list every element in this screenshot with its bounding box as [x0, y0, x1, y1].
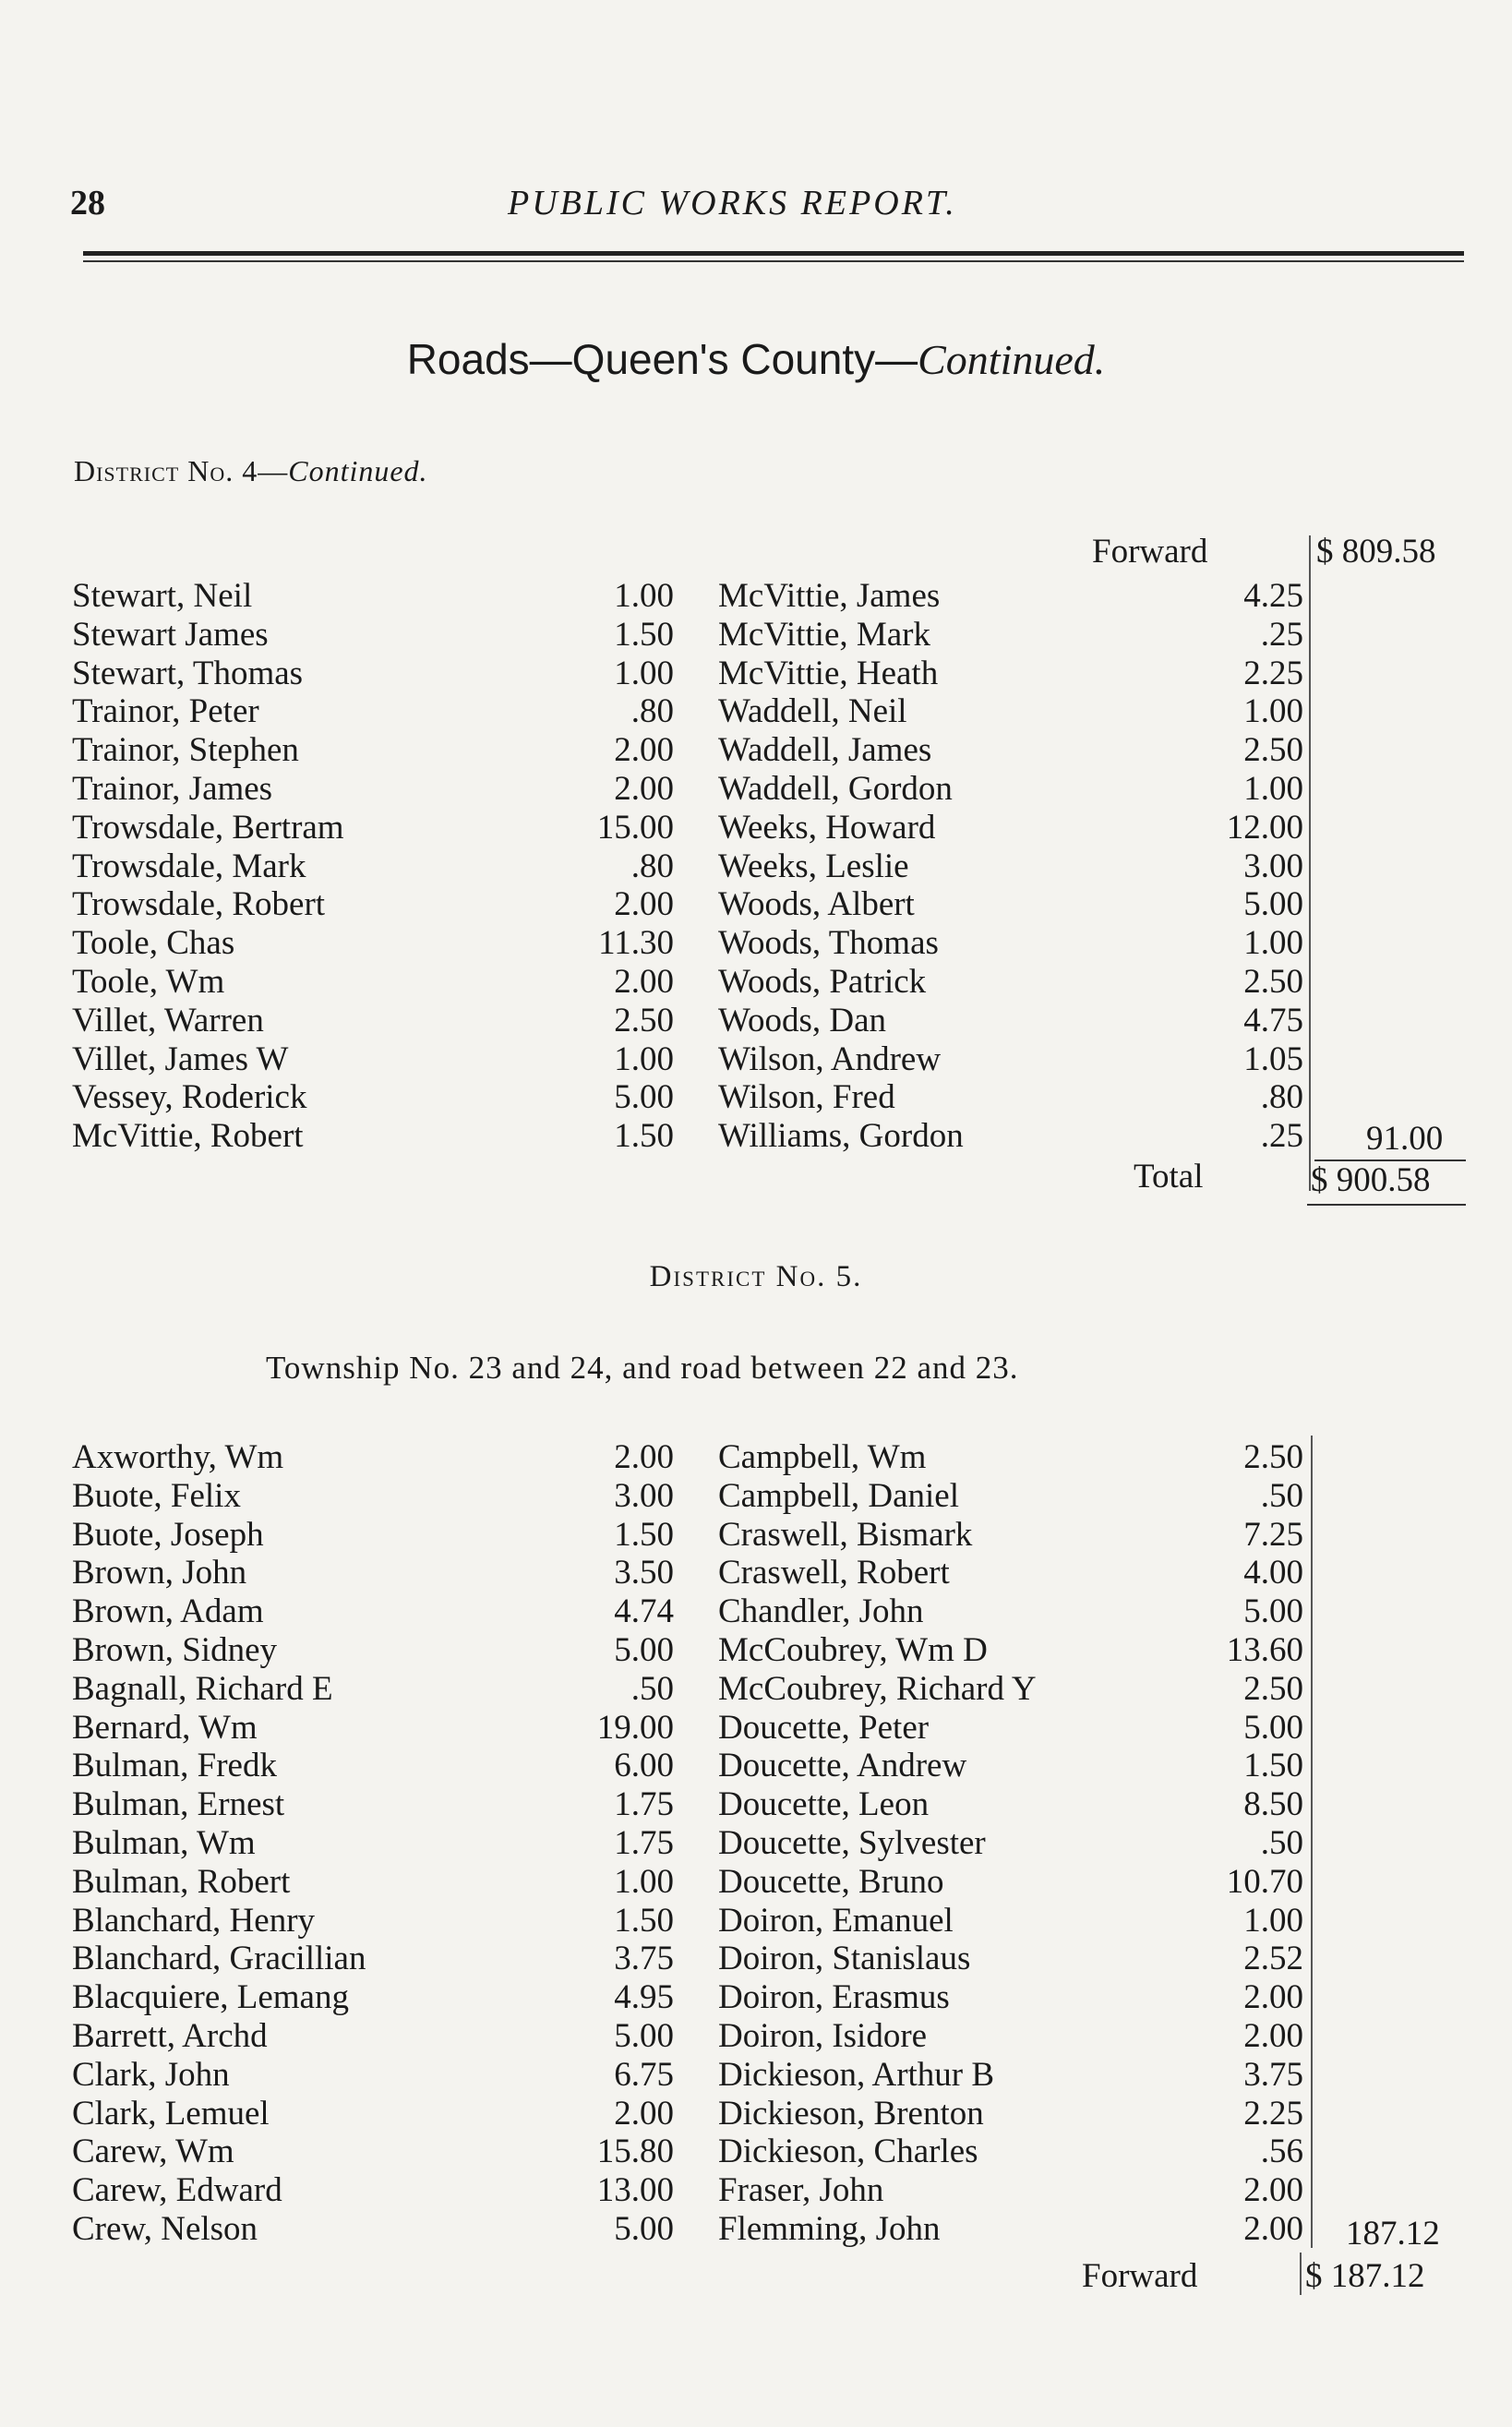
district-4-heading-continued: Continued. [288, 454, 428, 487]
right-entry-amount: 4.75 [1243, 1001, 1303, 1039]
left-entry-name: Trainor, Stephen [72, 731, 299, 770]
left-entry-amount: 15.80 [596, 2133, 674, 2171]
right-entry-amount: .80 [1260, 1078, 1303, 1117]
right-entry-amount: 5.00 [1243, 885, 1303, 924]
left-entry-name: Villet, James W [72, 1039, 289, 1078]
right-entry-amount: 2.00 [1243, 1978, 1303, 2017]
district-4-total-label: Total [1134, 1158, 1204, 1195]
right-entry-name: Dickieson, Arthur B [718, 2055, 995, 2094]
left-entry-name: Buote, Felix [72, 1476, 241, 1515]
district-4-subtotal: 91.00 [1366, 1120, 1444, 1158]
left-entry-amount: 3.00 [614, 1476, 674, 1515]
right-entry-amount: .50 [1260, 1476, 1303, 1515]
right-entry-name: Doiron, Isidore [718, 2017, 928, 2055]
left-entry-amount: 1.00 [614, 1039, 674, 1078]
right-entry-name: Doiron, Erasmus [718, 1978, 950, 2017]
right-entry-name: Flemming, John [718, 2210, 941, 2248]
right-entry-amount: 2.52 [1243, 1940, 1303, 1978]
left-entry-amount: 1.00 [614, 1862, 674, 1901]
right-entry-amount: 2.00 [1243, 2210, 1303, 2248]
right-entry-name: Doucette, Bruno [718, 1862, 944, 1901]
left-entry-name: Carew, Wm [72, 2133, 234, 2171]
right-entry-name: Dickieson, Charles [718, 2133, 978, 2171]
right-entry-amount: 8.50 [1243, 1785, 1303, 1824]
right-entry-name: Waddell, James [718, 731, 932, 770]
left-entry-name: Bulman, Fredk [72, 1747, 277, 1785]
left-entry-amount: 1.50 [614, 615, 674, 654]
right-entry-amount: 2.50 [1243, 1669, 1303, 1708]
left-entry-name: Blacquiere, Lemang [72, 1978, 349, 2017]
district-5-subtotal: 187.12 [1346, 2215, 1440, 2253]
right-entry-amount: 4.00 [1243, 1554, 1303, 1592]
right-entry-name: Fraser, John [718, 2171, 884, 2210]
right-entry-amount: 12.00 [1226, 808, 1303, 847]
left-entry-name: Bulman, Robert [72, 1862, 291, 1901]
left-entry-amount: 1.00 [614, 577, 674, 615]
right-entry-name: McVittie, James [718, 577, 941, 615]
left-entry-amount: 2.00 [614, 2094, 674, 2133]
right-entry-name: Doucette, Andrew [718, 1747, 967, 1785]
left-entry-amount: 2.00 [614, 885, 674, 924]
right-entry-name: Campbell, Wm [718, 1438, 927, 1476]
right-entry-amount: 3.75 [1243, 2055, 1303, 2094]
running-title: PUBLIC WORKS REPORT. [508, 184, 957, 222]
left-entry-name: Trainor, James [72, 770, 273, 808]
left-entry-amount: 15.00 [596, 808, 674, 847]
right-entry-amount: 5.00 [1243, 1592, 1303, 1631]
left-entry-amount: 4.74 [614, 1592, 674, 1631]
right-entry-amount: 1.00 [1243, 692, 1303, 731]
right-entry-amount: 7.25 [1243, 1515, 1303, 1554]
right-entry-name: Doucette, Leon [718, 1785, 930, 1824]
district-4-total-amount: $ 900.58 [1311, 1161, 1431, 1199]
right-entry-name: McCoubrey, Richard Y [718, 1669, 1037, 1708]
right-entry-name: Doucette, Sylvester [718, 1824, 986, 1862]
district-4-forward-label: Forward [1092, 533, 1208, 571]
district-5-township: Township No. 23 and 24, and road between 22 and 23. [266, 1350, 1019, 1386]
left-entry-amount: 5.00 [614, 1078, 674, 1117]
right-entry-amount: 2.00 [1243, 2171, 1303, 2210]
right-entry-name: Weeks, Howard [718, 808, 936, 847]
district-4-forward-amount: $ 809.58 [1316, 533, 1436, 571]
left-entry-name: Bulman, Wm [72, 1824, 256, 1862]
right-entry-amount: 1.00 [1243, 924, 1303, 963]
district-5-forward-label: Forward [1082, 2257, 1198, 2295]
right-entry-amount: 13.60 [1226, 1631, 1303, 1669]
left-entry-name: Stewart, Neil [72, 577, 253, 615]
right-entry-name: Waddell, Neil [718, 692, 907, 731]
left-entry-amount: 13.00 [596, 2171, 674, 2210]
left-entry-amount: 1.50 [614, 1515, 674, 1554]
right-entry-amount: 1.50 [1243, 1747, 1303, 1785]
right-entry-name: Woods, Dan [718, 1001, 887, 1039]
left-entry-name: Bagnall, Richard E [72, 1669, 333, 1708]
right-entry-amount: 1.05 [1243, 1039, 1303, 1078]
left-entry-name: Clark, Lemuel [72, 2094, 270, 2133]
left-entry-amount: 1.50 [614, 1117, 674, 1156]
district-5-heading-text: District No. 5. [649, 1260, 863, 1293]
left-entry-name: Blanchard, Gracillian [72, 1940, 366, 1978]
district-4-heading-text: District No. 4— [74, 454, 289, 487]
left-entry-amount: 1.50 [614, 1901, 674, 1940]
right-entry-name: Woods, Patrick [718, 963, 927, 1001]
right-entry-name: Craswell, Bismark [718, 1515, 973, 1554]
right-entry-amount: 4.25 [1243, 577, 1303, 615]
left-entry-name: Villet, Warren [72, 1001, 264, 1039]
left-entry-name: Vessey, Roderick [72, 1078, 307, 1117]
district-4-right-rule [1309, 535, 1311, 1191]
left-entry-amount: 2.00 [614, 1438, 674, 1476]
district-5-forward-amount: $ 187.12 [1305, 2257, 1425, 2295]
right-entry-name: Doucette, Peter [718, 1708, 930, 1747]
left-entry-amount: 5.00 [614, 2210, 674, 2248]
right-entry-amount: 5.00 [1243, 1708, 1303, 1747]
left-entry-name: Blanchard, Henry [72, 1901, 316, 1940]
district-4-heading [74, 454, 428, 488]
right-entry-name: McCoubrey, Wm D [718, 1631, 988, 1669]
left-entry-amount: 11.30 [598, 924, 674, 963]
right-entry-name: Doiron, Stanislaus [718, 1940, 971, 1978]
left-entry-amount: 3.50 [614, 1554, 674, 1592]
left-entry-name: Barrett, Archd [72, 2017, 268, 2055]
left-entry-amount: .50 [630, 1669, 674, 1708]
left-entry-amount: 1.75 [614, 1824, 674, 1862]
section-title [0, 334, 1512, 384]
right-entry-name: Williams, Gordon [718, 1117, 964, 1156]
header-rule-thin [83, 260, 1464, 262]
left-entry-name: Brown, John [72, 1554, 247, 1592]
left-entry-name: Stewart James [72, 615, 269, 654]
left-entry-name: Bernard, Wm [72, 1708, 258, 1747]
left-entry-amount: 1.00 [614, 654, 674, 692]
left-entry-name: Stewart, Thomas [72, 654, 304, 692]
left-entry-name: Trowsdale, Robert [72, 885, 326, 924]
left-entry-name: Trowsdale, Mark [72, 847, 306, 885]
district-5-forward-rule [1300, 2253, 1302, 2295]
left-entry-name: Trainor, Peter [72, 692, 259, 731]
left-entry-name: Brown, Adam [72, 1592, 264, 1631]
left-entry-amount: 2.00 [614, 731, 674, 770]
right-entry-name: McVittie, Heath [718, 654, 939, 692]
left-entry-amount: .80 [630, 692, 674, 731]
right-entry-amount: .56 [1260, 2133, 1303, 2171]
right-entry-name: Wilson, Fred [718, 1078, 895, 1117]
district-5-heading [0, 1260, 1512, 1294]
right-entry-name: Woods, Albert [718, 885, 915, 924]
left-entry-name: Clark, John [72, 2055, 230, 2094]
left-entry-amount: 19.00 [596, 1708, 674, 1747]
left-entry-name: Carew, Edward [72, 2171, 282, 2210]
right-entry-amount: 2.50 [1243, 1438, 1303, 1476]
right-entry-name: Weeks, Leslie [718, 847, 909, 885]
section-title-text: Roads—Queen's County— [406, 335, 918, 383]
left-entry-amount: 1.75 [614, 1785, 674, 1824]
right-entry-amount: 2.00 [1243, 2017, 1303, 2055]
left-entry-amount: 6.00 [614, 1747, 674, 1785]
left-entry-name: Bulman, Ernest [72, 1785, 285, 1824]
right-entry-amount: 2.25 [1243, 2094, 1303, 2133]
left-entry-amount: 3.75 [614, 1940, 674, 1978]
left-entry-amount: 2.50 [614, 1001, 674, 1039]
page-number: 28 [70, 184, 105, 222]
right-entry-amount: .25 [1260, 1117, 1303, 1156]
left-entry-amount: .80 [630, 847, 674, 885]
right-entry-amount: .25 [1260, 615, 1303, 654]
left-entry-name: Trowsdale, Bertram [72, 808, 344, 847]
left-entry-amount: 4.95 [614, 1978, 674, 2017]
right-entry-amount: 2.25 [1243, 654, 1303, 692]
right-entry-name: Woods, Thomas [718, 924, 939, 963]
left-entry-amount: 5.00 [614, 1631, 674, 1669]
header-rule-thick [83, 251, 1464, 256]
right-entry-amount: .50 [1260, 1824, 1303, 1862]
right-entry-name: Waddell, Gordon [718, 770, 953, 808]
left-entry-name: Brown, Sidney [72, 1631, 277, 1669]
right-entry-amount: 10.70 [1226, 1862, 1303, 1901]
right-entry-name: Doiron, Emanuel [718, 1901, 954, 1940]
right-entry-amount: 2.50 [1243, 963, 1303, 1001]
right-entry-name: Dickieson, Brenton [718, 2094, 984, 2133]
left-entry-name: Toole, Chas [72, 924, 235, 963]
left-entry-name: McVittie, Robert [72, 1117, 304, 1156]
right-entry-name: Campbell, Daniel [718, 1476, 959, 1515]
section-title-continued: Continued. [918, 336, 1106, 383]
left-entry-amount: 5.00 [614, 2017, 674, 2055]
left-entry-name: Buote, Joseph [72, 1515, 264, 1554]
right-entry-name: Wilson, Andrew [718, 1039, 942, 1078]
left-entry-name: Axworthy, Wm [72, 1438, 284, 1476]
left-entry-amount: 6.75 [614, 2055, 674, 2094]
district-4-total-rule [1307, 1204, 1466, 1206]
right-entry-amount: 1.00 [1243, 1901, 1303, 1940]
left-entry-name: Toole, Wm [72, 963, 225, 1001]
district-5-right-rule [1311, 1436, 1313, 2248]
left-entry-amount: 2.00 [614, 770, 674, 808]
right-entry-name: McVittie, Mark [718, 615, 931, 654]
right-entry-name: Craswell, Robert [718, 1554, 950, 1592]
right-entry-amount: 3.00 [1243, 847, 1303, 885]
left-entry-amount: 2.00 [614, 963, 674, 1001]
right-entry-amount: 1.00 [1243, 770, 1303, 808]
left-entry-name: Crew, Nelson [72, 2210, 258, 2248]
right-entry-amount: 2.50 [1243, 731, 1303, 770]
right-entry-name: Chandler, John [718, 1592, 924, 1631]
